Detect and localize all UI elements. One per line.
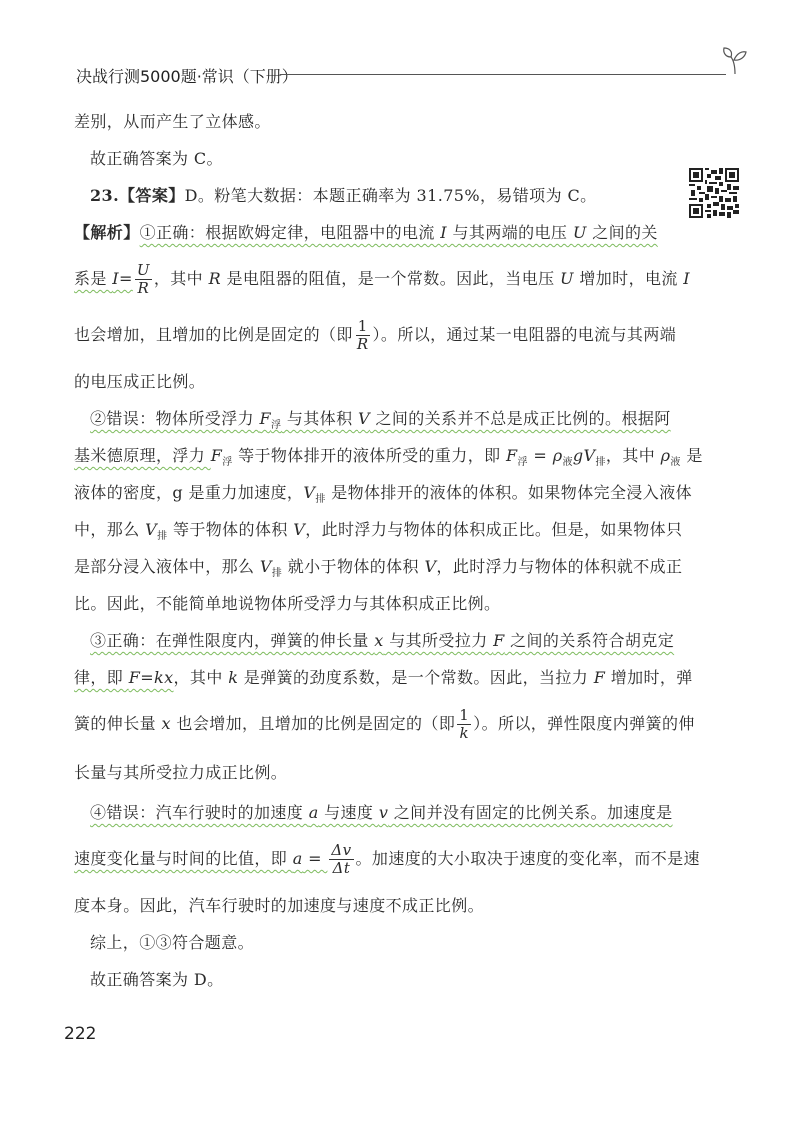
answer-label: 23.【答案】 [90,186,185,205]
header-rule [280,74,726,75]
line-9: 基米德原理，浮力 $F_浮$ 等于物体排开的液体所受的重力，即 $F_浮 = \rho_液gV_排$，其中 $\rho_液$ 是 [74,446,703,469]
line-1: 差别，从而产生了立体感。 [74,112,271,131]
line-20: 度本身。因此，汽车行驶时的加速度与速度不成正比例。 [74,896,485,915]
analysis-point-4: ④错误：汽车行驶时的加速度 a 与速度 v 之间并没有固定的比例关系。加速度是 [90,803,673,822]
running-header [58,60,748,90]
answer-explanation [74,103,703,998]
line-11: 中，那么 $V_排$ 等于物体的体积 V，此时浮力与物体的体积成正比。但是，如果物体只 [74,520,683,543]
ohm-law-line: 系是 I= $\frac{U}{R}$ ，其中 R 是电阻器的阻值，是一个常数。因此，当电压 U 增加时，电流 I [74,261,690,297]
fraction-u-over-r: $\frac{U}{R}$ [136,261,150,297]
final-answer-line: 故正确答案为 D。 [90,970,224,989]
analysis-point-3: ③正确：在弹性限度内，弹簧的伸长量 x 与其所受拉力 F 之间的关系符合胡克定 [90,631,675,650]
analysis-label: 【解析】 [74,223,140,242]
book-title: 决战行测5000题·常识（下册） [76,67,298,86]
acceleration-line: 速度变化量与时间的比值，即 a = $\frac{\Delta v}{\Delta t}$ 。加速度的大小取决于速度的变化率，而不是速 [74,841,700,877]
analysis-point-1: 【解析】①正确：根据欧姆定律，电阻器中的电流 I 与其两端的电压 U 之间的关 [74,223,658,242]
line-2: 故正确答案为 C。 [90,149,223,168]
line-16: 簧的伸长量 x 也会增加，且增加的比例是固定的（即 $\frac{1}{k}$ ）。所以，弹性限度内弹簧的伸 [74,706,695,742]
fraction-1-over-k: $\frac{1}{k}$ [459,706,470,742]
qr-code-icon[interactable] [689,168,739,218]
fraction-1-over-r: $\frac{1}{R}$ [356,317,369,353]
analysis-point-2: ②错误：物体所受浮力 $F_浮$ 与其体积 V 之间的关系并不总是成正比例的。根据阿 [90,409,671,432]
answer-line: 23.【答案】D。粉笔大数据：本题正确率为 31.75%，易错项为 C。 [90,186,597,205]
line-17: 长量与其所受拉力成正比例。 [74,763,288,782]
line-10: 液体的密度，g 是重力加速度，$V_排$ 是物体排开的液体的体积。如果物体完全浸入液体 [74,483,693,506]
summary-line: 综上，①③符合题意。 [90,933,255,952]
line-13: 比。因此，不能简单地说物体所受浮力与其体积成正比例。 [74,594,501,613]
fraction-dv-over-dt: $\frac{\Delta v}{\Delta t}$ [331,841,352,877]
line-12: 是部分浸入液体中，那么 $V_排$ 就小于物体的体积 V，此时浮力与物体的体积就不成正 [74,557,683,580]
hooke-law-line: 律，即 F=kx，其中 k 是弹簧的劲度系数，是一个常数。因此，当拉力 F 增加时，弹 [74,668,693,687]
sprout-leaf-icon [722,46,748,76]
line-6: 也会增加，且增加的比例是固定的（即 $\frac{1}{R}$ ）。所以，通过某一电阻器的电流与其两端 [74,317,677,353]
page-number: 222 [64,1024,97,1044]
line-7: 的电压成正比例。 [74,372,206,391]
